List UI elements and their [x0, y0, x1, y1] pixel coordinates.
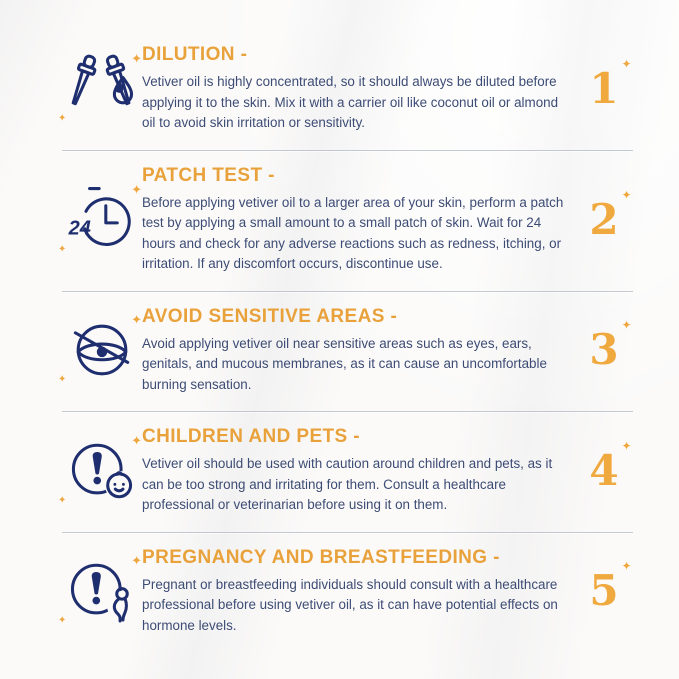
- section-divider: [62, 150, 633, 151]
- tip-number-wrap: [575, 318, 633, 375]
- sparkle-icon: ✦: [58, 374, 67, 386]
- sparkle-icon: ✦: [58, 112, 67, 124]
- tip-body: Pregnant or breastfeeding individuals should consult with a healthcare professional before using vetiver oil, as it can have potential effects on hormone levels.: [142, 576, 558, 633]
- sparkle-icon: ✦: [621, 187, 632, 202]
- child-warning-icon: [62, 430, 142, 512]
- tip-text: [142, 426, 575, 516]
- sparkle-icon: ✦: [58, 494, 67, 506]
- sparkle-icon: ✦: [58, 615, 67, 627]
- tip-section-sensitive-areas: [58, 292, 633, 412]
- tip-icon-wrap: [58, 309, 142, 391]
- tip-number: 5: [589, 566, 619, 616]
- section-divider: [62, 411, 633, 412]
- sparkle-icon: ✦: [621, 438, 632, 453]
- sparkle-icon: ✦: [131, 312, 142, 328]
- sparkle-icon: ✦: [131, 181, 142, 197]
- tip-text: [142, 44, 575, 134]
- tip-text: [142, 547, 575, 637]
- tip-section-patch-test: [58, 151, 633, 291]
- no-eye-icon: [62, 309, 142, 391]
- section-divider: [62, 532, 633, 533]
- tip-icon-wrap: [58, 48, 142, 130]
- section-divider: [62, 291, 633, 292]
- tip-section-dilution: [58, 30, 633, 150]
- tip-number: 2: [589, 194, 619, 244]
- tip-body: Avoid applying vetiver oil near sensitive areas such as eyes, ears, genitals, and mucous membranes, as it can cause an uncomfortable burning sensation.: [142, 335, 547, 392]
- sparkle-icon: ✦: [621, 318, 632, 333]
- tip-number: 4: [589, 445, 619, 495]
- tip-number-wrap: [575, 56, 633, 113]
- tip-body: Before applying vetiver oil to a larger area of your skin, perform a patch test by applying a small amount to a small patch of skin. Wait for 24 hours and check for any adverse reactions such as redness, itching, or irritation. If any discomfort occurs, discontinue use.: [142, 194, 564, 271]
- sparkle-icon: ✦: [58, 243, 67, 255]
- tip-number: 1: [589, 63, 619, 113]
- pregnancy-warning-icon: [62, 550, 142, 632]
- sparkle-icon: ✦: [621, 559, 632, 574]
- tip-section-pregnancy: [58, 533, 633, 653]
- tip-title: AVOID SENSITIVE AREAS -: [142, 305, 398, 327]
- tip-body: Vetiver oil is highly concentrated, so it should always be diluted before applying it to the skin. Mix it with a carrier oil like coconut oil or almond oil to avoid skin irritation or sensitivity.: [142, 74, 559, 130]
- tip-icon-wrap: [58, 550, 142, 632]
- tip-number: 3: [589, 325, 619, 375]
- tip-icon-wrap: [58, 430, 142, 512]
- tip-section-children-pets: [58, 412, 633, 532]
- tip-title: DILUTION -: [142, 44, 248, 65]
- tip-number-wrap: [575, 187, 633, 244]
- sparkle-icon: ✦: [131, 432, 142, 448]
- tip-title: PREGNANCY AND BREASTFEEDING -: [142, 546, 500, 568]
- tip-text: [142, 306, 575, 396]
- tip-number-wrap: [575, 438, 633, 495]
- tip-number-wrap: [575, 559, 633, 616]
- sparkle-icon: ✦: [621, 56, 632, 71]
- 24-hour-clock-icon: [62, 179, 142, 261]
- dropper-dilution-icon: [62, 48, 142, 130]
- sparkle-icon: ✦: [131, 50, 142, 66]
- tip-title: CHILDREN AND PETS -: [142, 426, 361, 447]
- clock-24-label: 24: [68, 216, 91, 239]
- tip-text: [142, 165, 575, 275]
- tip-title: PATCH TEST -: [142, 164, 275, 186]
- sparkle-icon: ✦: [131, 553, 142, 569]
- tip-icon-wrap: [58, 179, 142, 261]
- tip-body: Vetiver oil should be used with caution around children and pets, as it can be too strong and irritating for them. Consult a healthcare professional or veterinarian before using it on them.: [142, 456, 553, 512]
